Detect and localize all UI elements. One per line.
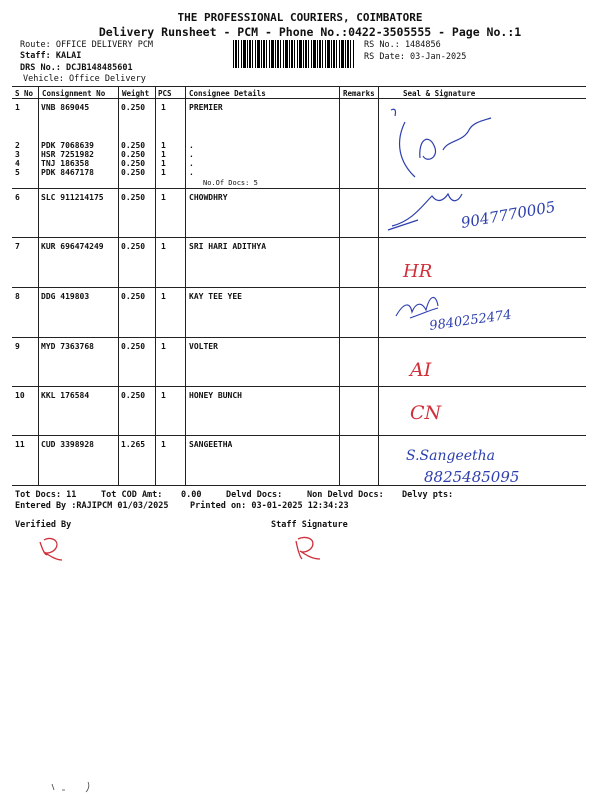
column-divider: [339, 86, 340, 485]
row-divider: [12, 337, 586, 338]
row-2-sno: 2: [15, 141, 20, 150]
staff-label: Staff: KALAI: [20, 51, 82, 61]
row-9-sno: 9: [15, 342, 20, 351]
row-9-consignment: MYD 7363768: [41, 342, 94, 351]
row-2-consignee: .: [189, 141, 194, 150]
total-docs: Tot Docs: 11: [15, 490, 77, 500]
bottom-ink-marks: [48, 780, 108, 796]
row-10-handwritten-initials: CN: [410, 402, 442, 423]
column-divider: [378, 86, 379, 485]
row-6-consignment: SLC 911214175: [41, 193, 104, 202]
row-4-weight: 0.250: [121, 159, 146, 168]
row-1-pcs: 1: [161, 103, 166, 112]
row-11-handwritten-name: S.Sangeetha: [406, 448, 496, 464]
row-1-weight: 0.250: [121, 103, 146, 112]
row-8-handwritten-phone: 9840252474: [428, 307, 513, 334]
row-7-consignment: KUR 696474249: [41, 242, 104, 251]
row-9-pcs: 1: [161, 342, 166, 351]
row-5-consignment: PDK 8467178: [41, 168, 94, 177]
row-2-pcs: 1: [161, 141, 166, 150]
company-title: THE PROFESSIONAL COURIERS, COIMBATORE: [177, 11, 423, 24]
row-3-weight: 0.250: [121, 150, 146, 159]
column-divider: [38, 86, 39, 485]
row-3-sno: 3: [15, 150, 20, 159]
row-1-sno: 1: [15, 103, 20, 112]
column-divider: [155, 86, 156, 485]
signature-row-7: [398, 255, 458, 283]
group-doc-count: No.Of Docs: 5: [203, 179, 258, 187]
row-5-consignee: .: [189, 168, 194, 177]
row-4-consignment: TNJ 186358: [41, 159, 90, 168]
row-2-weight: 0.250: [121, 141, 146, 150]
row-1-consignee: PREMIER: [189, 103, 223, 112]
row-8-consignee: KAY TEE YEE: [189, 292, 242, 301]
row-8-weight: 0.250: [121, 292, 146, 301]
header-seal-signature: Seal & Signature: [403, 89, 476, 98]
row-9-handwritten-initials: AI: [410, 359, 432, 380]
row-7-pcs: 1: [161, 242, 166, 251]
row-9-consignee: VOLTER: [189, 342, 218, 351]
signature-row-6: [384, 186, 569, 236]
non-delivered-docs: Non Delvd Docs:: [307, 490, 384, 500]
header-consignee: Consignee Details: [189, 89, 266, 98]
row-6-weight: 0.250: [121, 193, 146, 202]
column-divider: [118, 86, 119, 485]
route-label: Route: OFFICE DELIVERY PCM: [20, 40, 154, 50]
printed-on: Printed on: 03-01-2025 12:34:23: [190, 501, 349, 511]
row-7-weight: 0.250: [121, 242, 146, 251]
row-4-sno: 4: [15, 159, 20, 168]
rs-number: RS No.: 1484856: [364, 40, 441, 50]
header-remarks: Remarks: [343, 89, 375, 98]
delivery-points: Delvy pts:: [402, 490, 454, 500]
header-sno: S No: [15, 89, 34, 98]
staff-signature-label: Staff Signature: [271, 520, 348, 530]
row-10-pcs: 1: [161, 391, 166, 400]
verified-by-signature: [34, 534, 70, 562]
row-7-sno: 7: [15, 242, 20, 251]
row-7-consignee: SRI HARI ADITHYA: [189, 242, 267, 251]
row-3-pcs: 1: [161, 150, 166, 159]
signature-group-1-5: [385, 100, 535, 185]
signature-row-9: [406, 354, 456, 380]
row-6-consignee: CHOWDHRY: [189, 193, 228, 202]
row-5-pcs: 1: [161, 168, 166, 177]
row-11-consignee: SANGEETHA: [189, 440, 233, 449]
row-divider: [12, 237, 586, 238]
row-8-consignment: DDG 419803: [41, 292, 90, 301]
signature-row-10: [406, 397, 456, 423]
row-8-pcs: 1: [161, 292, 166, 301]
header-pcs: PCS: [158, 89, 172, 98]
signature-row-11: [398, 442, 578, 488]
row-7-handwritten-initials: HR: [403, 261, 433, 282]
signature-row-8: [390, 286, 560, 334]
row-10-consignee: HONEY BUNCH: [189, 391, 242, 400]
header-consignment: Consignment No: [42, 89, 106, 98]
row-6-pcs: 1: [161, 193, 166, 202]
table-top-rule: [12, 86, 586, 87]
header-weight: Weight: [122, 89, 150, 98]
delivered-docs: Delvd Docs:: [226, 490, 283, 500]
row-3-consignment: HSR 7251982: [41, 150, 94, 159]
rs-date: RS Date: 03-Jan-2025: [364, 52, 467, 62]
barcode: [233, 40, 355, 68]
vehicle-label: Vehicle: Office Delivery: [23, 74, 146, 84]
column-divider: [185, 86, 186, 485]
row-4-pcs: 1: [161, 159, 166, 168]
row-10-sno: 10: [15, 391, 25, 400]
row-11-handwritten-phone: 8825485095: [424, 468, 520, 486]
drs-number: DRS No.: DCJB148485601: [20, 63, 133, 73]
row-6-sno: 6: [15, 193, 20, 202]
row-divider: [12, 435, 586, 436]
row-6-handwritten-phone: 9047770005: [459, 197, 557, 232]
staff-signature-mark: [290, 533, 330, 563]
row-9-weight: 0.250: [121, 342, 146, 351]
row-10-weight: 0.250: [121, 391, 146, 400]
row-11-weight: 1.265: [121, 440, 146, 449]
row-10-consignment: KKL 176584: [41, 391, 90, 400]
table-header-rule: [12, 98, 586, 99]
row-4-consignee: .: [189, 159, 194, 168]
row-2-consignment: PDK 7068639: [41, 141, 94, 150]
row-11-sno: 11: [15, 440, 25, 449]
total-cod-label: Tot COD Amt:: [101, 490, 163, 500]
total-cod-value: 0.00: [181, 490, 202, 500]
row-11-pcs: 1: [161, 440, 166, 449]
runsheet-title: Delivery Runsheet - PCM - Phone No.:0422-3505555 - Page No.:1: [98, 25, 522, 39]
row-11-consignment: CUD 3398928: [41, 440, 94, 449]
row-1-consignment: VNB 869045: [41, 103, 90, 112]
row-8-sno: 8: [15, 292, 20, 301]
row-3-consignee: .: [189, 150, 194, 159]
verified-by-label: Verified By: [15, 520, 72, 530]
entered-by: Entered By :RAJIPCM 01/03/2025: [15, 501, 169, 511]
row-5-sno: 5: [15, 168, 20, 177]
row-5-weight: 0.250: [121, 168, 146, 177]
row-divider: [12, 386, 586, 387]
